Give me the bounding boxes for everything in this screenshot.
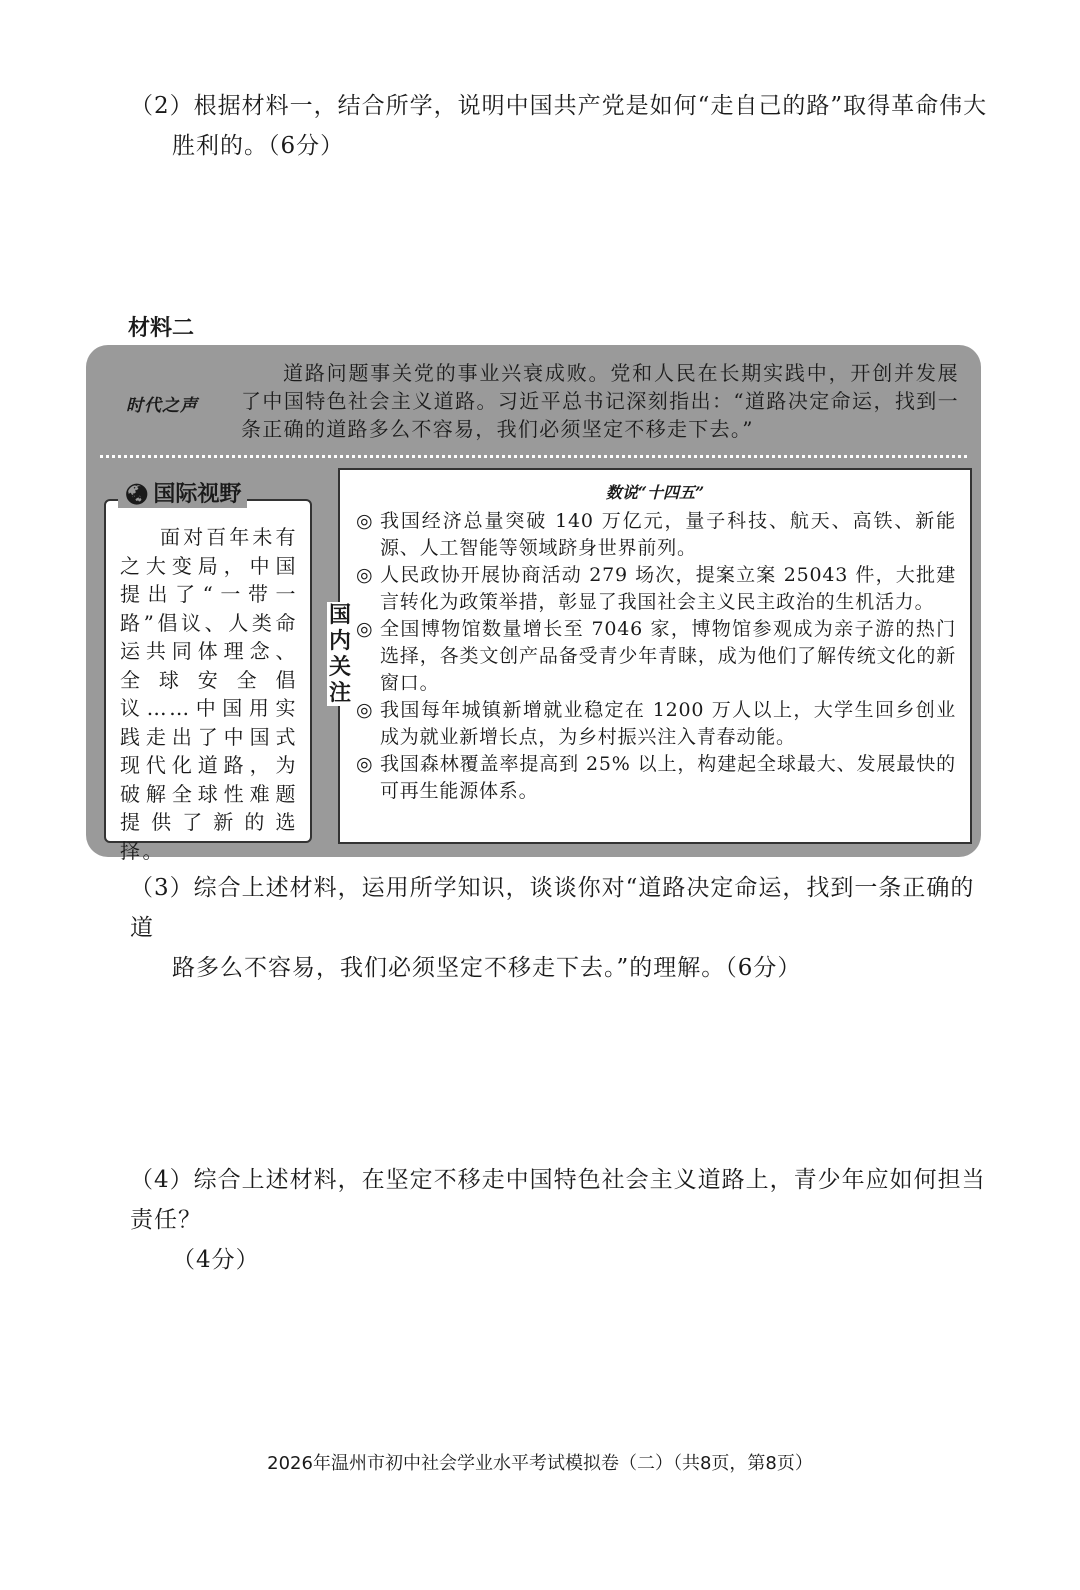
question-3 xyxy=(130,868,990,988)
bullet-icon: ◎ xyxy=(356,618,374,640)
question-2-line2: 胜利的。（6分） xyxy=(172,133,345,159)
material-2-title: 材料二 xyxy=(128,316,195,341)
list-item: ◎ 我国每年城镇新增就业稳定在 1200 万人以上，大学生回乡创业成为就业新增长点，为乡村振兴注入青春动能。 xyxy=(356,697,956,751)
question-2 xyxy=(130,86,990,166)
question-3-line1: （3）综合上述材料，运用所学知识，谈谈你对“道路决定命运，找到一条正确的道 xyxy=(130,875,975,941)
list-item: ◎ 我国经济总量突破 140 万亿元，量子科技、航天、高铁、新能源、人工智能等领域跻身世界前列。 xyxy=(356,508,956,562)
domestic-focus-box xyxy=(328,468,972,844)
domestic-focus-title: 数说“十四五” xyxy=(605,483,705,502)
bullet-icon: ◎ xyxy=(356,699,374,721)
bullet-icon: ◎ xyxy=(356,510,374,532)
international-view-box xyxy=(104,499,312,863)
list-item: ◎ 人民政协开展协商活动 279 场次，提案立案 25043 件，大批建言转化为政策举措，彰显了我国社会主义民主政治的生机活力。 xyxy=(356,562,956,616)
dotted-divider xyxy=(100,455,967,458)
era-voice-text: 道路问题事关党的事业兴衰成败。党和人民在长期实践中，开创并发展了中国特色社会主义道路。习近平总书记深刻指出：“道路决定命运，找到一条正确的道路多么不容易，我们必须坚定不移走下去。” xyxy=(241,361,959,441)
domestic-focus-list xyxy=(356,508,956,805)
international-view-text: 面对百年未有之大变局，中国提出了“一带一路”倡议、人类命运共同体理念、全球安全倡议……中国用实践走出了中国式现代化道路，为破解全球性难题提供了新的选择。 xyxy=(120,525,298,863)
question-4 xyxy=(130,1160,990,1280)
list-item: ◎ 我国森林覆盖率提高到 25% 以上，构建起全球最大、发展最快的可再生能源体系。 xyxy=(356,751,956,805)
international-view-title xyxy=(118,477,247,508)
era-voice-label: 时代之声 xyxy=(126,396,198,416)
question-2-line1: （2）根据材料一，结合所学，说明中国共产党是如何“走自己的路”取得革命伟大 xyxy=(130,93,988,119)
question-4-line1: （4）综合上述材料，在坚定不移走中国特色社会主义道路上，青少年应如何担当责任？ xyxy=(130,1167,986,1233)
globe-icon: 🌏︎ xyxy=(124,482,150,506)
page-footer: 2026年温州市初中社会学业水平考试模拟卷（二）（共8页，第8页） xyxy=(267,1453,813,1474)
list-item: ◎ 全国博物馆数量增长至 7046 家，博物馆参观成为亲子游的热门选择，各类文创产品备受青少年青睐，成为他们了解传统文化的新窗口。 xyxy=(356,616,956,697)
bullet-icon: ◎ xyxy=(356,753,374,775)
question-4-line2: （4分） xyxy=(172,1247,260,1273)
domestic-focus-label: 国内关注 xyxy=(328,602,351,706)
international-view-label: 国际视野 xyxy=(153,482,242,507)
material-2-panel xyxy=(86,345,981,863)
question-3-line2: 路多么不容易，我们必须坚定不移走下去。”的理解。（6分） xyxy=(172,955,802,981)
bullet-icon: ◎ xyxy=(356,564,374,586)
